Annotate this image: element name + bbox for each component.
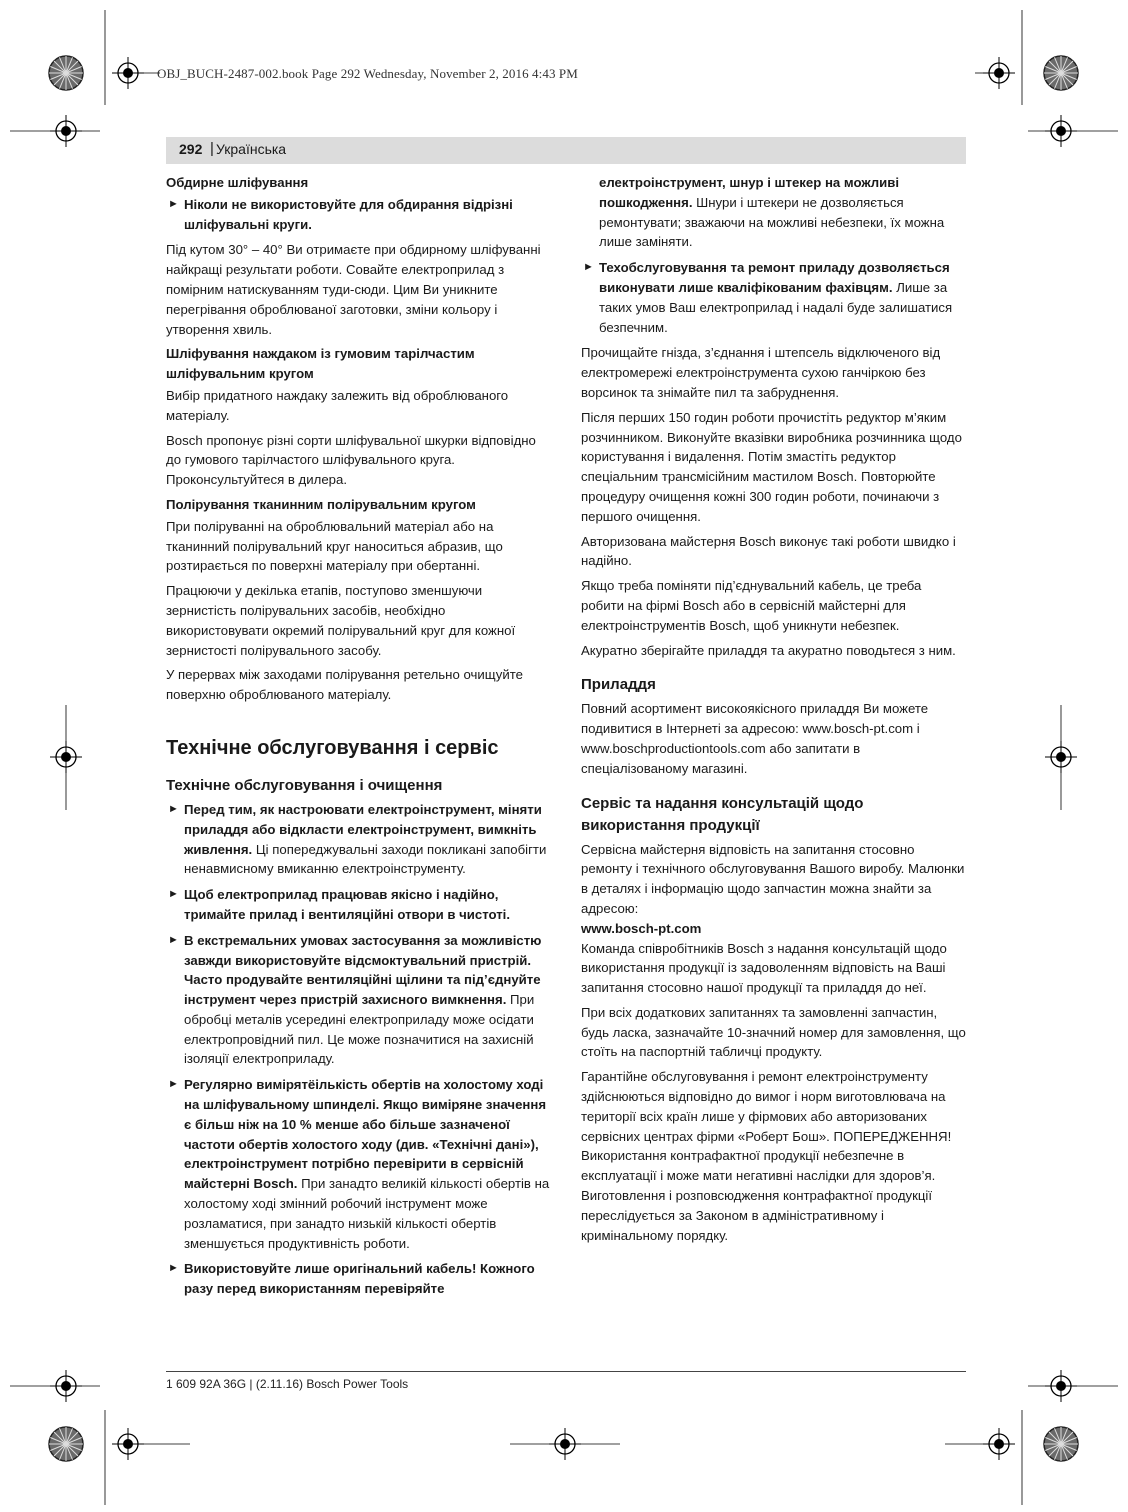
right-column [581,173,966,1250]
paragraph: При всіх додаткових запитаннях та замовленні запчастин, будь ласка, зазначайте 10-значний номер для замовлення, що стоїть на паспортній табличці продукту. [581,1004,966,1060]
warning-bullet: ► Ніколи не використовуйте для обдирання відрізні шліфувальні круги. [168,196,513,232]
page-number: 292 [179,141,203,157]
triangle-bullet-icon: ► [168,197,179,210]
paragraph: Вибір придатного наждаку залежить від оброблюваного матеріалу. [166,387,509,423]
section-heading: Полірування тканинним полірувальним кругом [166,496,476,512]
subsection-heading: Технічне обслуговування і очищення [166,776,443,794]
paragraph: Під кутом 30° – 40° Ви отримаєте при обдирному шліфуванні найкращі результати роботи. Совайте електроприлад з помірним натискуванням туди-сюди. Цим Ви уникните перегрівання оброблюваної заготовки, зміни кольору і утворення хвиль. [166,242,541,337]
warning-bullet: ► Регулярно вимірятёількість обертів на холостому ході на шліфувальному шпинделі. Якщо виміряне значення є більш ніж на 10 % менше або більше зазначеної частоти обертів холостого ходу (див. «Технічні дані»), електроінструмент потрібно перевірити в сервісній майстерні Bosch. При занадто великій кількості обертів на холостому ході змінний робочий інструмент може розламатися, при занадто низькій кількості обертів зменшується продуктивність роботи. [168,1077,550,1251]
paragraph: Сервісна майстерня відповість на запитання стосовно ремонту і технічного обслуговування Вашого виробу. Малюнки в деталях і інформацію щодо запчастин можна знайти за адресою: [581,841,965,916]
paragraph: У перервах між заходами полірування ретельно очищуйте поверхню оброблюваного матеріалу. [166,667,523,703]
warning-bullet: ► В екстремальних умовах застосування за можливістю завжди використовуйте відсмоктувальний пристрій. Часто продувайте вентиляційні щілини та під’єднуйте інструмент через пристрій захисного вимкнення. При обробці металів усередині електроприладу може осідати електропровідний пил. Це може позначитися на захисній ізоляції електроприладу. [168,932,542,1067]
paragraph: Якщо треба поміняти під’єднувальний кабель, це треба робити на фірмі Bosch або в сервісній майстерні для електроінструментів Bosch, щоб уникнути небезпек. [581,578,922,633]
paragraph: Bosch пропонує різні сорти шліфувальної шкурки відповідно до гумового тарілчастого шліфувального круга. Проконсультуйтеся в дилера. [166,432,536,488]
paragraph: Гарантійне обслуговування і ремонт електроінструменту здійснюються відповідно до вимог і норм виготовлювача на території всіх країн лише у фірмових або авторизованих сервісних центрах фірми «Роберт Бош». ПОПЕРЕДЖЕННЯ! Використання контрафактної продукції небезпечне в експлуатації і може мати негативні наслідки для здоров’я. Виготовлення і розповсюдження контрафактної продукції переслідується за Законом в адміністративному і кримінальному порядку. [581,1069,952,1243]
paragraph: Команда співробітників Bosch з надання консультацій щодо використання продукції із задоволенням відповість на Ваші запитання стосовно нашої продукції та приладдя до неї. [581,940,947,996]
paragraph: Працюючи у декілька етапів, поступово зменшуючи зернистість полірувальних засобів, необхідно використовувати окремий полірувальний круг для кожної зернистості полірувального засобу. [166,583,516,658]
warning-bullet: ► Використовуйте лише оригінальний кабель! Кожного разу перед використанням перевіряйте [168,1261,535,1297]
service-url: www.bosch-pt.com [581,920,702,936]
paragraph: Повний асортимент високоякісного приладдя Ви можете подивитися в Інтернеті за адресою: www.bosch-pt.com і www.boschproductiontools.com або запитати в спеціалізованому магазині. [581,701,929,776]
warning-bullet: ► Техобслуговування та ремонт приладу дозволяється виконувати лише кваліфікованим фахівцям. Лише за таких умов Ваш електроприлад і надалі буде залишатися безпечним. [583,260,953,335]
warning-bullet: ► Щоб електроприлад працював якісно і надійно, тримайте прилад і вентиляційні отвори в чистоті. [168,887,511,922]
triangle-bullet-icon: ► [168,802,179,815]
section-heading: Шліфування наждаком із гумовим тарілчастим шліфувальним кругом [166,346,475,382]
subsection-heading: Сервіс та надання консультацій щодо використання продукції [581,794,864,834]
subsection-heading: Приладдя [581,676,656,694]
chapter-title: Технічне обслуговування і сервіс [166,736,499,759]
section-heading: Обдирне шліфування [166,175,309,190]
triangle-bullet-icon: ► [168,1262,179,1275]
star-target-icon [1044,1427,1078,1461]
star-target-icon [1044,56,1078,90]
star-target-icon [49,1427,83,1461]
triangle-bullet-icon: ► [583,261,594,274]
paragraph: При поліруванні на оброблювальний матеріал або на тканинний полірувальний круг наноситься абразив, що розтирається по поверхні матеріалу при обертанні. [166,518,503,574]
header-separator: | [210,140,214,157]
triangle-bullet-icon: ► [168,1078,179,1091]
footer-divider [166,1371,966,1372]
warning-bullet: ► Перед тим, як настроювати електроінструмент, міняти приладдя або відкласти електроінструмент, вимкніть живлення. Ці попереджувальні заходи покликані запобігти ненавмисному вмиканню електроінструменту. [168,801,547,877]
header-language: Українська [216,141,287,157]
footer: 1 609 92A 36G | (2.11.16) Bosch Power Tools [166,1377,409,1391]
paragraph: Після перших 150 годин роботи прочистіть редуктор м’яким розчинником. Виконуйте вказівки виробника розчинника щодо користування і видалення. Потім змастіть редуктор спеціальним трансмісійним мастилом Bosch. Повторюйте процедуру очищення кожні 300 годин роботи, починаючи з першого очищення. [581,409,962,524]
paragraph: Акуратно зберігайте приладдя та акуратно поводьтеся з ним. [581,642,956,658]
running-header [166,137,966,164]
paragraph: Прочищайте гнізда, з’єднання і штепсель відключеного від електромережі електроінструмента сухою ганчіркою без ворсинок та знімайте пил та забруднення. [581,345,941,400]
triangle-bullet-icon: ► [168,933,179,946]
bullet-continuation: електроінструмент, шнур і штекер на можливі пошкодження. Шнури і штекери не дозволяється ремонтувати; зважаючи на можливі небезпеки, їх можна лише заміняти. [599,175,945,250]
print-slug: OBJ_BUCH-2487-002.book Page 292 Wednesday, November 2, 2016 4:43 PM [157,66,578,81]
left-column [166,173,551,1305]
triangle-bullet-icon: ► [168,888,179,901]
star-target-icon [49,56,83,90]
paragraph: Авторизована майстерня Bosch виконує такі роботи швидко і надійно. [581,533,956,569]
